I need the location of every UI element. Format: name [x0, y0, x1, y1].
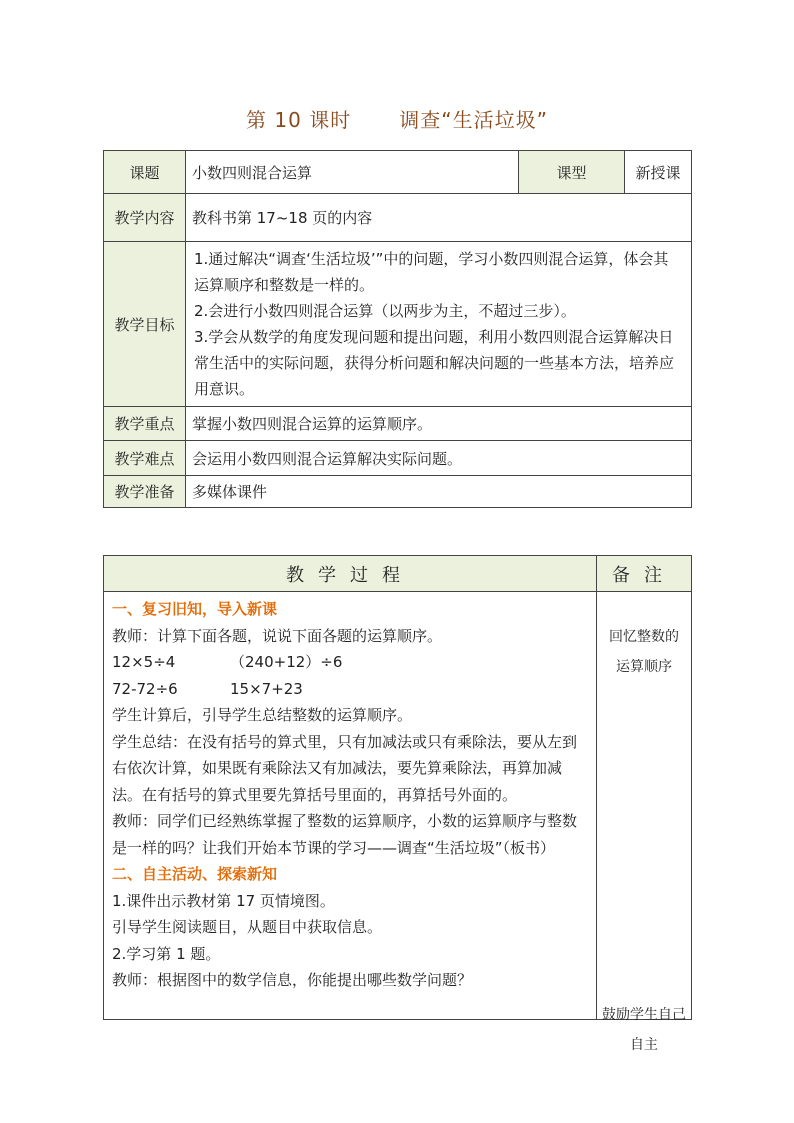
key-label: 教学重点	[104, 407, 186, 441]
paragraph: 教师：同学们已经熟练掌握了整数的运算顺序，小数的运算顺序与整数是一样的吗？让我们开始本节课的学习——调查“生活垃圾”（板书）	[112, 812, 578, 857]
expression: （240+12）÷6	[230, 653, 343, 671]
lesson-title	[0, 104, 794, 133]
note-review: 回忆整数的运算顺序	[609, 629, 679, 675]
process-header-row	[104, 556, 692, 592]
content-label: 教学内容	[104, 194, 186, 242]
topic-row	[104, 151, 692, 194]
expression-row	[112, 649, 588, 676]
notes-header: 备注	[597, 556, 692, 592]
notes-cell	[597, 592, 692, 1053]
expression: 15×7+23	[230, 679, 303, 698]
prep-row	[104, 476, 692, 508]
key-row	[104, 407, 692, 441]
difficulty-row	[104, 441, 692, 476]
lesson-info-table	[103, 150, 692, 508]
topic-label: 课题	[104, 151, 186, 194]
paragraph: 引导学生阅读题目，从题目中获取信息。	[112, 918, 383, 936]
goals-cell	[186, 242, 692, 407]
goal-item: 3.学会从数学的角度发现问题和提出问题，利用小数四则混合运算解决日常生活中的实际问题，获得分析问题和解决问题的一些基本方法，培养应用意识。	[194, 328, 675, 398]
paragraph: 学生总结：在没有括号的算式里，只有加减法或只有乘除法，要从左到右依次计算，如果既有乘除法又有加减法，要先算乘除法，再算加减法。在有括号的算式里要先算括号里面的，再算括号外面的。	[112, 732, 578, 804]
content-value: 教科书第 17~18 页的内容	[186, 194, 692, 242]
topic-value: 小数四则混合运算	[186, 151, 519, 194]
process-header: 教学过程	[104, 556, 597, 592]
expression-row	[112, 676, 588, 703]
paragraph: 2.学习第 1 题。	[112, 944, 221, 963]
lesson-topic: 调查“生活垃圾”	[399, 108, 548, 132]
section-2-title: 二、自主活动、探索新知	[112, 865, 278, 883]
paragraph: 1.课件出示教材第 17 页情境图。	[112, 891, 335, 910]
expression: 12×5÷4	[112, 653, 176, 671]
process-body-row	[104, 592, 692, 1020]
note-encourage: 鼓励学生自己自主	[602, 1007, 686, 1053]
section-1-title: 一、复习旧知，导入新课	[112, 600, 278, 618]
difficulty-label: 教学难点	[104, 441, 186, 476]
paragraph: 教师：根据图中的数学信息，你能提出哪些数学问题？	[112, 971, 473, 989]
teaching-process-table	[103, 555, 692, 1053]
goals-label: 教学目标	[104, 242, 186, 407]
prep-value: 多媒体课件	[186, 476, 692, 508]
paragraph: 学生计算后，引导学生总结整数的运算顺序。	[112, 706, 413, 724]
process-content	[104, 592, 597, 1020]
goal-item: 1.通过解决“调查‘生活垃圾’”中的问题，学习小数四则混合运算，体会其运算顺序和整数是一样的。	[194, 250, 669, 294]
difficulty-value: 会运用小数四则混合运算解决实际问题。	[186, 441, 692, 476]
lesson-number: 第 10 课时	[246, 108, 352, 132]
prep-label: 教学准备	[104, 476, 186, 508]
type-label: 课型	[519, 151, 625, 194]
goals-row	[104, 242, 692, 407]
paragraph: 教师：计算下面各题，说说下面各题的运算顺序。	[112, 626, 443, 645]
expression: 72-72÷6	[112, 679, 178, 698]
key-value: 掌握小数四则混合运算的运算顺序。	[186, 407, 692, 441]
type-value: 新授课	[625, 151, 692, 194]
goal-item: 2.会进行小数四则混合运算（以两步为主，不超过三步）。	[194, 302, 576, 320]
content-row	[104, 194, 692, 242]
